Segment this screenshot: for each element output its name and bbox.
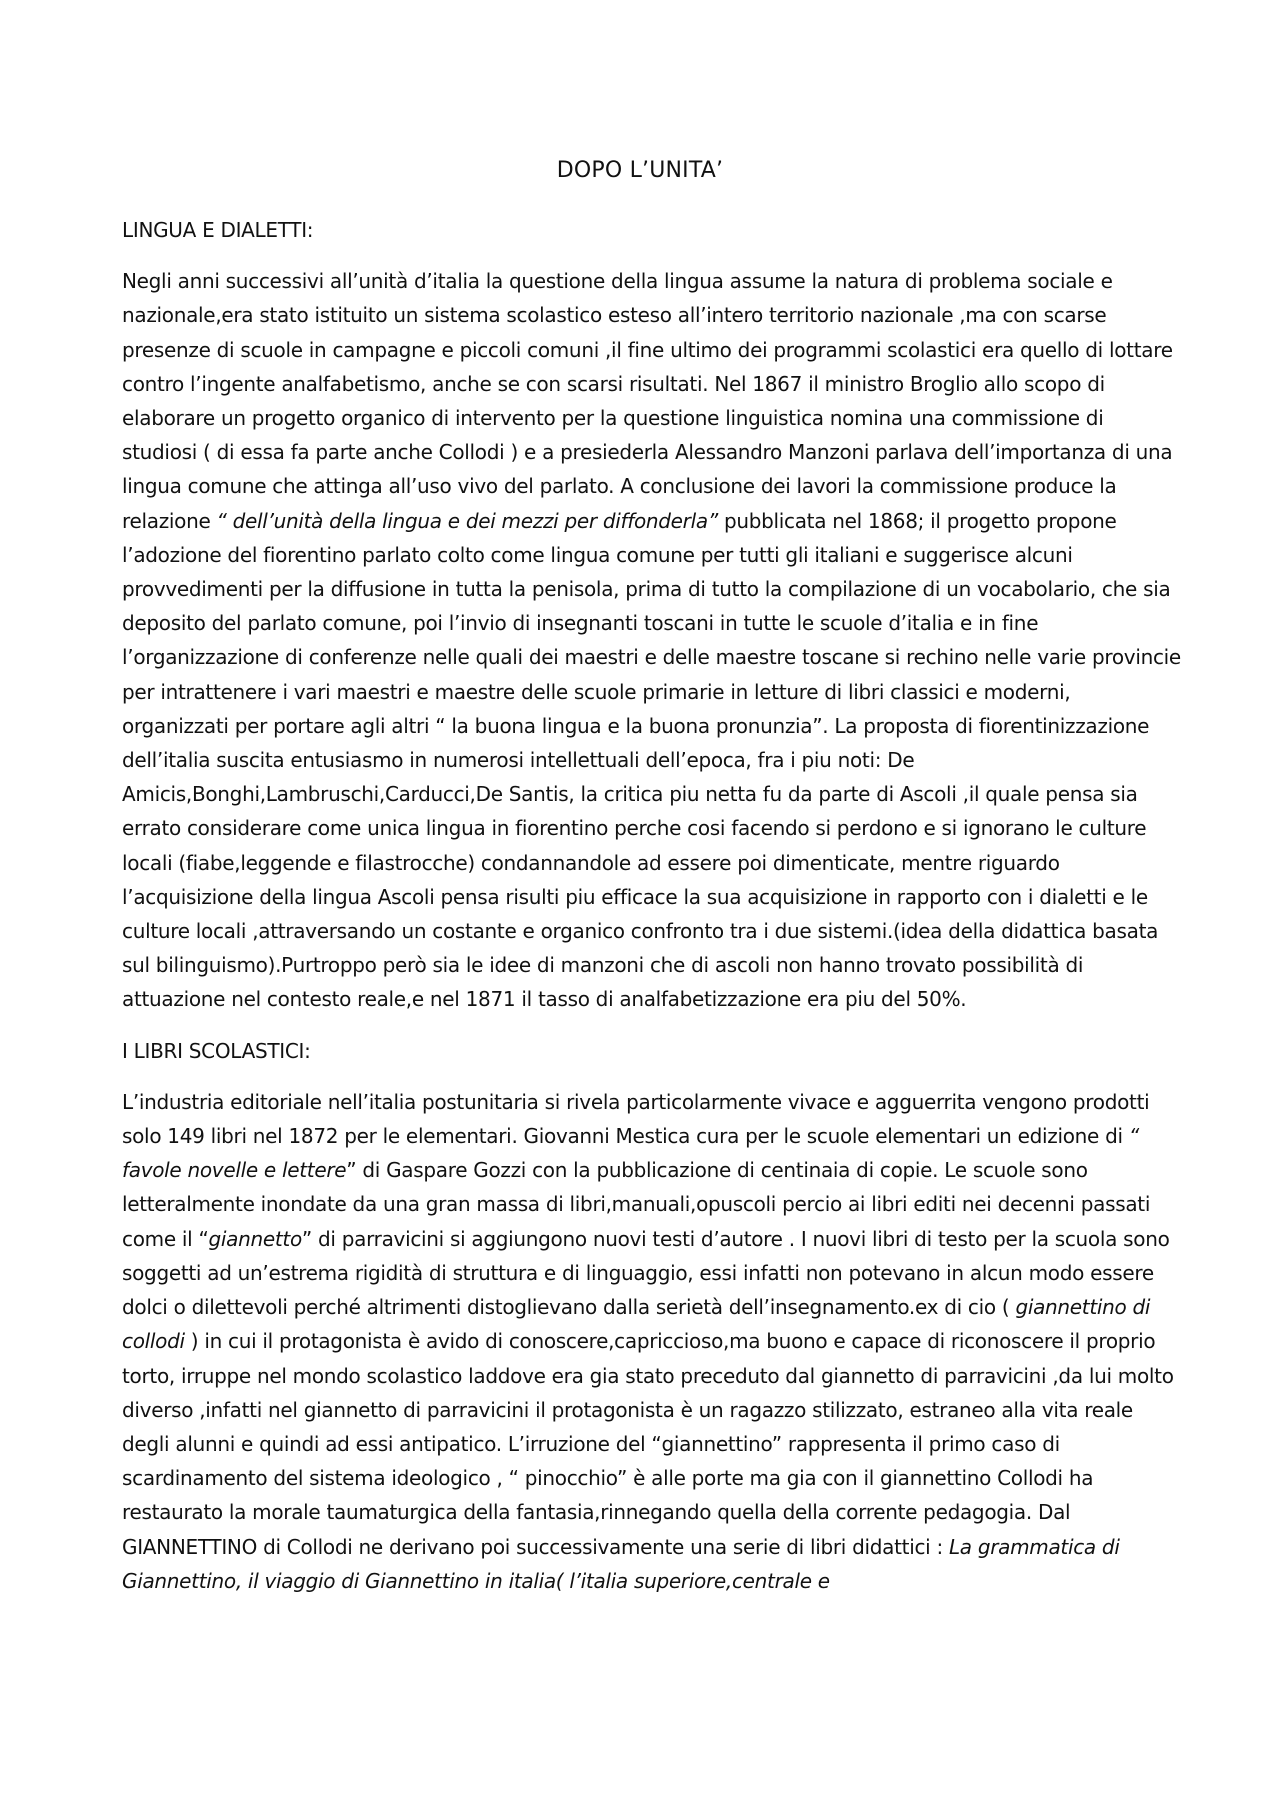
text-run: ) in cui il protagonista è avido di conoscere,capriccioso,ma buono e capace di riconoscere il proprio torto, irruppe nel mondo scolastico laddove era gia stato preceduto dal giannetto di parravicini ,da lui molto diverso ,infatti nel giannetto di parravicini il protagonista è un ragazzo stilizzato, estraneo alla vita reale degli alunni e quindi ad essi antipatico. L’irruzione del “giannettino” rappresenta il primo caso di scardinamento del sistema ideologico , “ pinocchio” è alle porte ma gia con il giannettino Collodi ha restaurato la morale taumaturgica della fantasia,rinnegando quella della corrente pedagogia. Dal GIANNETTINO di Collodi ne derivano poi successivamente una serie di libri didattici : — [122, 1329, 1174, 1559]
paragraph-libri-scolastici — [122, 1085, 1182, 1598]
text-run: pubblicata nel 1868; il progetto propone l’adozione del fiorentino parlato colto come lingua comune per tutti gli italiani e suggerisce alcuni provvedimenti per la diffusione in tutta la penisola, prima di tutto la compilazione di un vocabolario, che sia deposito del parlato comune, poi l’invio di insegnanti toscani in tutte le scuole d’italia e in fine l’organizzazione di conferenze nelle quali dei maestri e delle maestre toscane si rechino nelle varie provincie per intrattenere i vari maestri e maestre delle scuole primarie in letture di libri classici e moderni, organizzati per portare agli altri “ la buona lingua e la buona pronunzia”. La proposta di fiorentinizzazione dell’italia suscita entusiasmo in numerosi intellettuali dell’epoca, fra i piu noti: De Amicis,Bonghi,Lambruschi,Carducci,De Santis, la critica piu netta fu da parte di Ascoli ,il quale pensa sia errato considerare come unica lingua in fiorentino perche cosi facendo si perdono e si ignorano le culture locali (fiabe,leggende e filastrocche) condannandole ad essere poi dimenticate, mentre riguardo l’acquisizione della lingua Ascoli pensa risulti piu efficace la sua acquisizione in rapporto con i dialetti e le culture locali ,attraversando un costante e organico confronto tra i due sistemi.(idea della didattica basata sul bilinguismo).Purtroppo però sia le idee di manzoni che di ascoli non hanno trovato possibilità di attuazione nel contesto reale,e nel 1871 il tasso di analfabetizzazione era piu del 50%. — [122, 508, 1181, 1012]
italic-run: “ favole novelle e lettere — [122, 1124, 1139, 1183]
paragraph-lingua-dialetti — [122, 264, 1182, 1016]
section-heading-lingua-dialetti: LINGUA E DIALETTI: — [122, 218, 314, 242]
section-heading-libri-scolastici: I LIBRI SCOLASTICI: — [122, 1038, 311, 1063]
italic-run: giannetto — [208, 1226, 302, 1251]
text-run: L’industria editoriale nell’italia postunitaria si rivela particolarmente vivace e agguerrita vengono prodotti solo 149 libri nel 1872 per le elementari. Giovanni Mestica cura per le scuole elementari un edizione di — [122, 1089, 1150, 1149]
text-run: ” di Gaspare Gozzi con la pubblicazione di centinaia di copie. Le scuole sono letteralmente inondate da una gran massa di libri,manuali,opuscoli percio ai libri editi nei decenni passati come il “ — [122, 1158, 1151, 1251]
text-run: ” di parravicini si aggiungono nuovi testi d’autore . I nuovi libri di testo per la scuola sono soggetti ad un’estrema rigidità di struttura e di linguaggio, essi infatti non potevano in alcun modo essere dolci o dilettevoli perché altrimenti distoglievano dalla serietà dell’insegnamento.ex di cio ( — [122, 1226, 1170, 1320]
text-run: Negli anni successivi all’unità d’italia la questione della lingua assume la natura di problema sociale e nazionale,era stato istituito un sistema scolastico esteso all’intero territorio nazionale ,ma con scarse presenze di scuole in campagne e piccoli comuni ,il fine ultimo dei programmi scolastici era quello di lottare contro l’ingente analfabetismo, anche se con scarsi risultati. Nel 1867 il ministro Broglio allo scopo di elaborare un progetto organico di intervento per la questione linguistica nomina una commissione di studiosi ( di essa fa parte anche Collodi ) e a presiederla Alessandro Manzoni parlava dell’importanza di una lingua comune che attinga all’uso vivo del parlato. A conclusione dei lavori la commissione produce la relazione — [122, 269, 1173, 533]
italic-run: La grammatica di Giannettino, il viaggio di Giannettino in italia( l’italia superiore,centrale e — [122, 1534, 1120, 1593]
document-title: DOPO L’UNITA’ — [556, 158, 724, 183]
italic-run: giannettino di collodi — [122, 1295, 1151, 1354]
italic-run: “ dell’unità della lingua e dei mezzi per diffonderla” — [216, 508, 718, 533]
document-body — [122, 213, 1182, 1615]
